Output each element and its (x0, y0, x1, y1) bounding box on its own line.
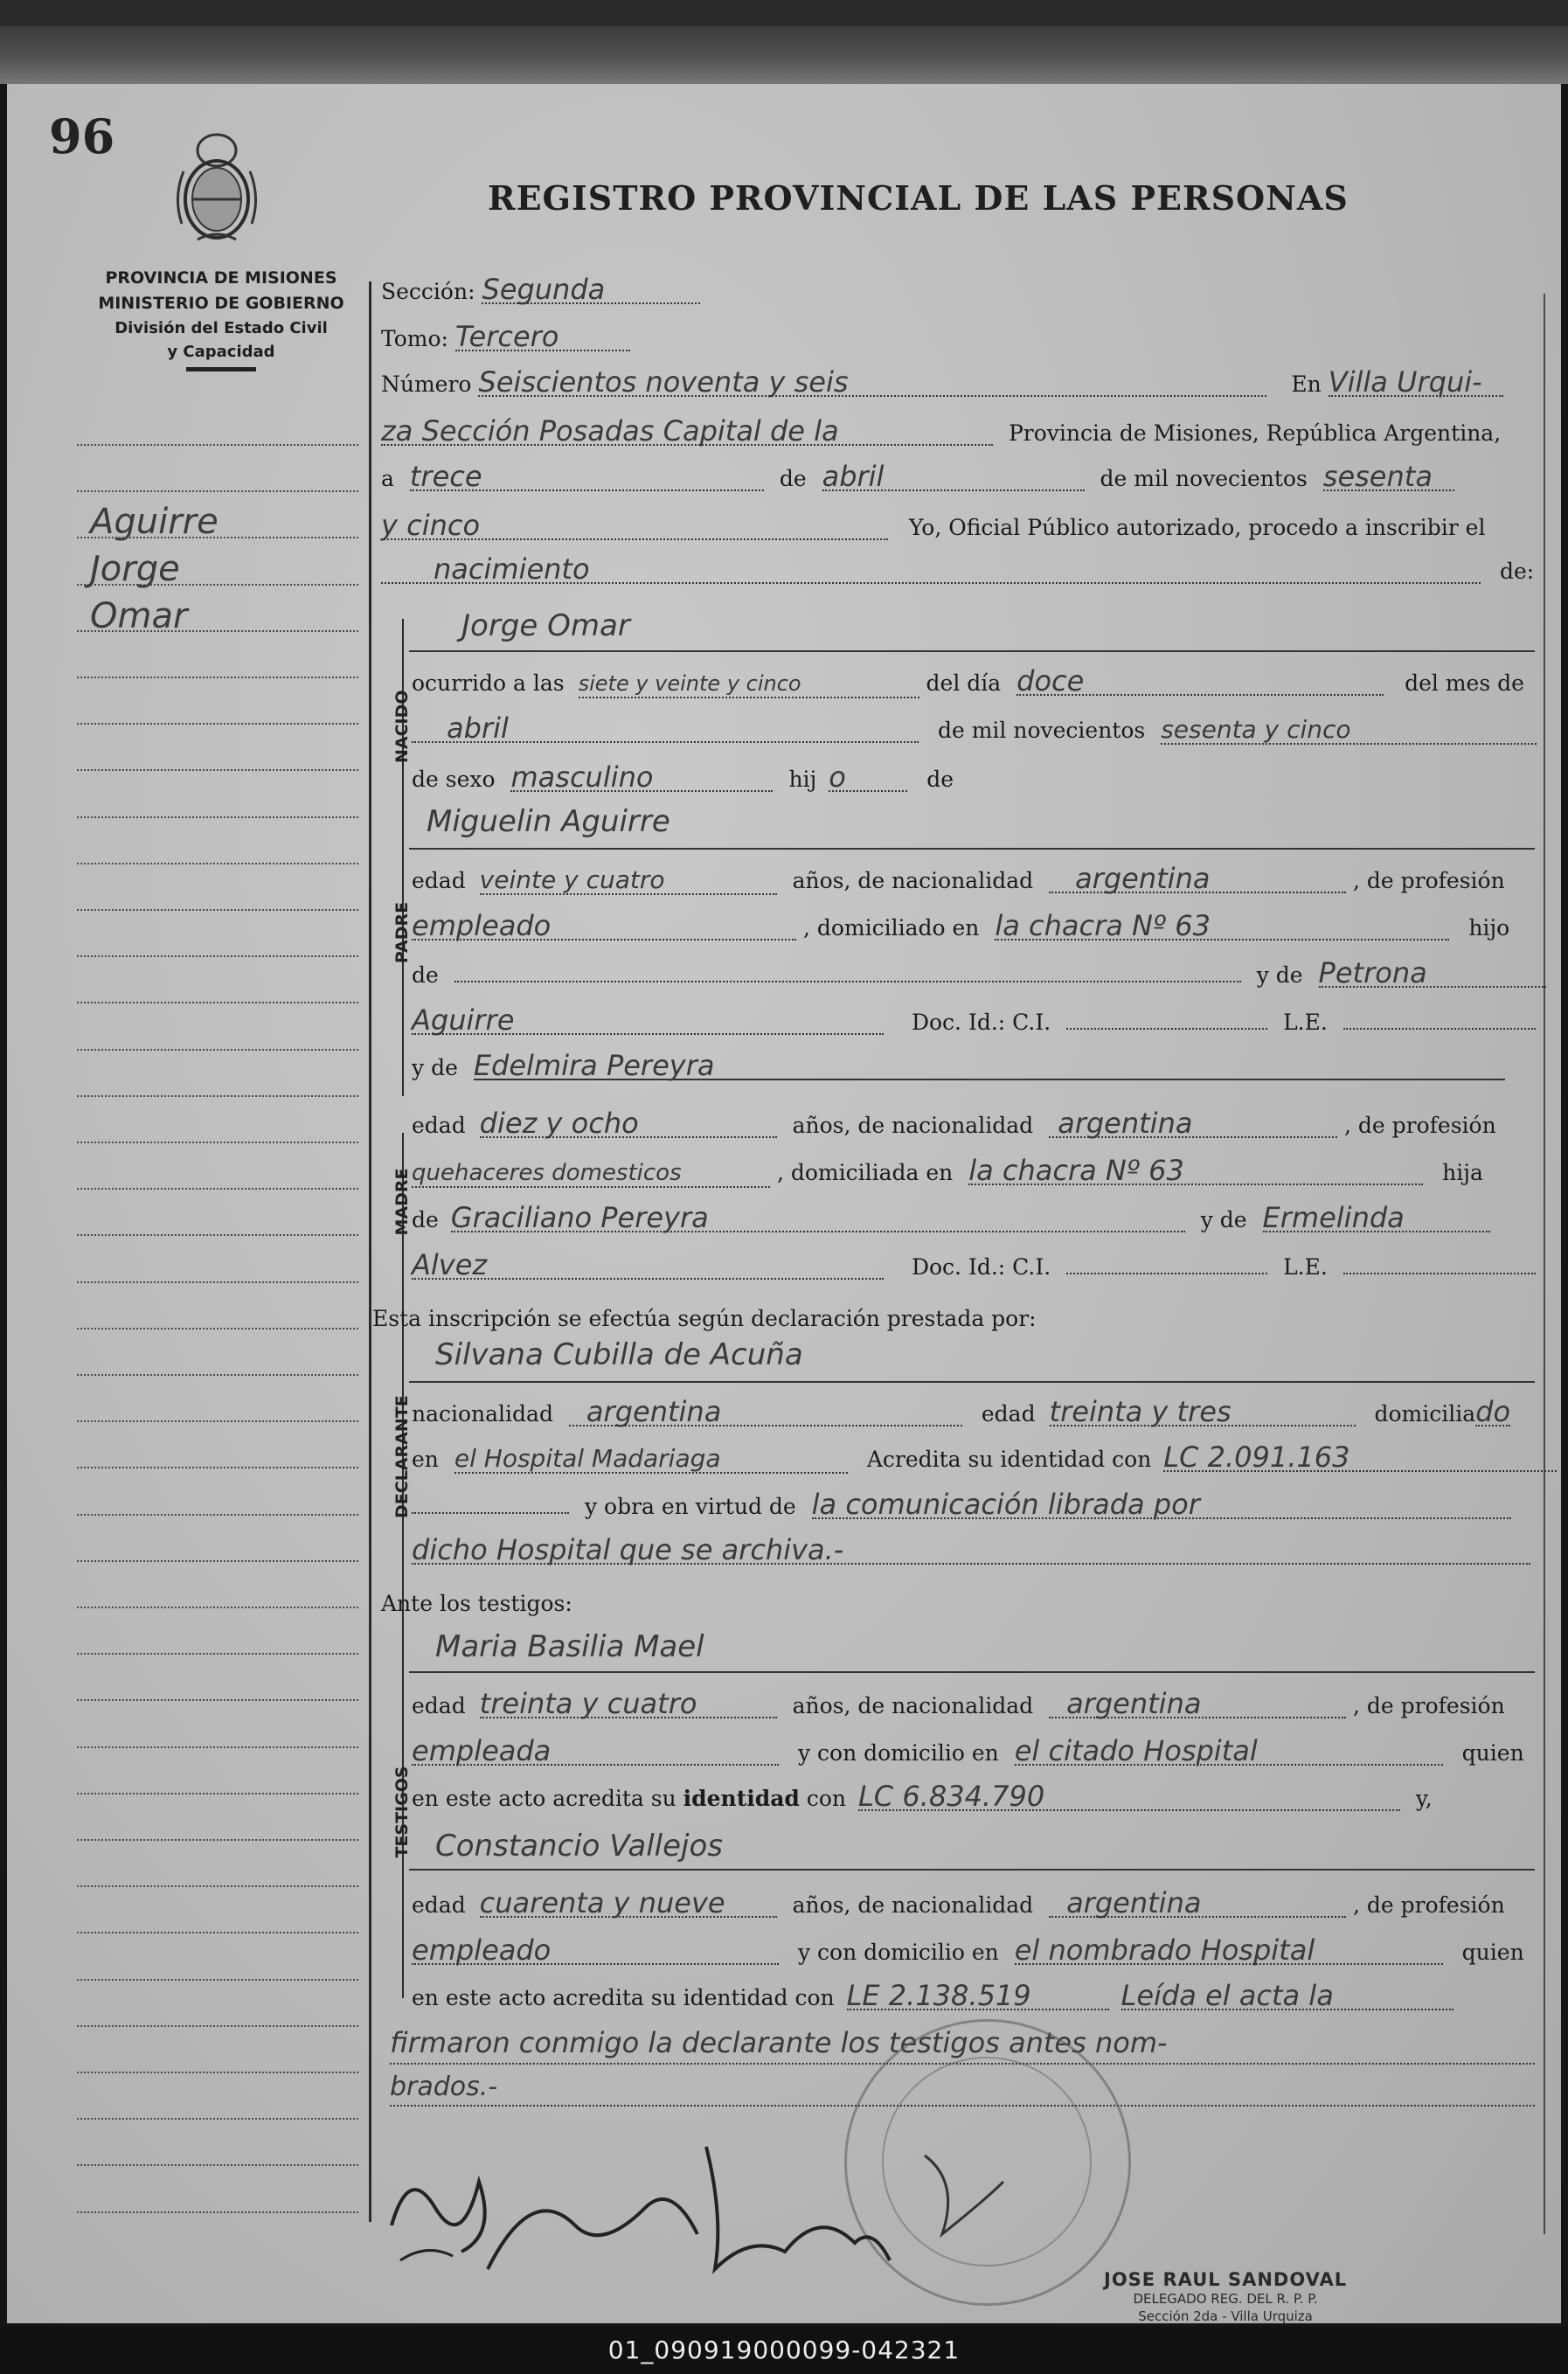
margin-rule (77, 537, 358, 538)
margin-rule (77, 1699, 358, 1701)
madre-nombre-row: y de Edelmira Pereyra (412, 1052, 1505, 1080)
margin-rule (77, 1746, 358, 1748)
padre-edad: veinte y cuatro (480, 867, 777, 895)
margin-rule (77, 1095, 358, 1097)
coat-of-arms-icon (164, 128, 269, 250)
margin-rule (77, 1653, 358, 1655)
testigo1-domicilio: el citado Hospital (1015, 1738, 1443, 1766)
declarante-nombre: Silvana Cubilla de Acuña (435, 1337, 803, 1372)
office-division-2: y Capacidad (167, 343, 275, 361)
office-ministry: MINISTERIO DE GOBIERNO (98, 294, 344, 313)
testigo1-id-row: en este acto acredita su identidad con LC 6.834.790 y, (412, 1780, 1433, 1813)
hora-value: siete y veinte y cinco (579, 670, 919, 698)
official-title: DELEGADO REG. DEL R. P. P. (1133, 2291, 1318, 2307)
padre-apellido: Aguirre (412, 1007, 884, 1035)
madre-padre: Graciliano Pereyra (451, 1204, 1185, 1232)
margin-rule (77, 1607, 358, 1608)
margin-surname: Aguirre (90, 502, 219, 542)
margin-rule (77, 1049, 358, 1051)
testigo2-nacionalidad: argentina (1049, 1890, 1346, 1918)
testigo2-profesion: empleado (412, 1937, 779, 1965)
margin-rule (77, 1281, 358, 1283)
lugar-cont: za Sección Posadas Capital de la (381, 418, 993, 446)
oficial-row: y cinco Yo, Oficial Público autorizado, procedo a inscribir el (381, 509, 1486, 542)
margin-rule (77, 1514, 358, 1516)
declarante-obra-cont: dicho Hospital que se archiva.- (412, 1537, 1530, 1565)
madre-edad: diez y ocho (480, 1110, 777, 1138)
testigo1-nombre: Maria Basilia Mael (435, 1629, 704, 1664)
padre-nombre: Miguelin Aguirre (427, 804, 670, 839)
margin-rule (77, 2211, 358, 2213)
madre-nacionalidad: argentina (1049, 1110, 1337, 1138)
madre-doc-row: Alvez Doc. Id.: C.I. L.E. (412, 1252, 1536, 1280)
anio-nac-value: sesenta y cinco (1161, 717, 1537, 745)
padre-doc-row: Aguirre Doc. Id.: C.I. L.E. (412, 1007, 1536, 1035)
padre-nacionalidad: argentina (1049, 865, 1346, 893)
testigo1-prof-row: empleada y con domicilio en el citado Hospital quien (412, 1734, 1524, 1767)
padre-profesion: empleado (412, 913, 796, 941)
acta-value: nacimiento (381, 556, 1481, 584)
declarante-edad: treinta y tres (1050, 1399, 1356, 1426)
margin-rule (77, 2164, 358, 2166)
seccion-row: Sección: Segunda (381, 276, 700, 304)
signatures (383, 2129, 1012, 2287)
sexo-value: masculino (510, 764, 773, 792)
lugar-row: za Sección Posadas Capital de la Provincia de Misiones, República Argentina, (381, 414, 1502, 448)
declarante-nacionalidad: argentina (569, 1399, 962, 1426)
padre-edad-row: edad veinte y cuatro años, de nacionalidad argentina , de profesión (412, 862, 1505, 895)
declarante-nac-row: nacionalidad argentina edad treinta y tres domiciliado (412, 1395, 1511, 1428)
scan-top-edge (0, 0, 1568, 84)
cierre-2: firmaron conmigo la declarante los testigos antes nom- (390, 2026, 1168, 2059)
margin-rule (77, 1374, 358, 1376)
testigo1-edad: treinta y cuatro (480, 1690, 777, 1718)
page-number: 96 (49, 108, 115, 164)
dia-value: trece (410, 463, 764, 491)
nacido-label: NACIDO (392, 690, 412, 763)
margin-rule (77, 2118, 358, 2120)
registry-page (7, 84, 1561, 2323)
declarante-obra-row: y obra en virtud de la comunicación librada por (412, 1491, 1511, 1519)
lugar-value: Villa Urqui- (1329, 369, 1503, 397)
cierre-3: brados.- (390, 2072, 498, 2102)
madre-prof-row: quehaceres domesticos , domiciliada en la chacra Nº 63 hija (412, 1154, 1483, 1187)
madre-madre: Ermelinda (1263, 1204, 1490, 1232)
nacido-nombre: Jorge Omar (461, 608, 630, 643)
testigo1-nacionalidad: argentina (1049, 1690, 1346, 1718)
margin-rule (77, 2025, 358, 2027)
official-section: Sección 2da - Villa Urquiza (1138, 2308, 1313, 2323)
testigo2-nombre: Constancio Vallejos (435, 1829, 723, 1864)
declarante-dom-row: en el Hospital Madariaga Acredita su identidad con LC 2.091.163 (412, 1444, 1557, 1474)
testigo1-identidad: LC 6.834.790 (858, 1783, 1400, 1811)
testigo2-domicilio: el nombrado Hospital (1015, 1937, 1443, 1965)
testigo1-edad-row: edad treinta y cuatro años, de nacionalidad argentina , de profesión (412, 1687, 1505, 1720)
padre-domicilio: la chacra Nº 63 (995, 913, 1449, 941)
margin-rule (77, 1932, 358, 1933)
madre-edad-row: edad diez y ocho años, de nacionalidad argentina , de profesión (412, 1107, 1496, 1140)
tomo-row: Tomo: Tercero (381, 323, 630, 351)
margin-rule (77, 490, 358, 492)
fecha-row: a trece de abril de mil novecientos sesenta (381, 463, 1454, 491)
numero-row: Número Seiscientos noventa y seis En Villa Urqui- (381, 369, 1503, 397)
margin-rule (77, 1839, 358, 1841)
seccion-value: Segunda (482, 276, 700, 304)
hij-value: o (829, 764, 907, 792)
testigos-intro: Ante los testigos: (381, 1591, 572, 1616)
margin-rule (77, 677, 358, 678)
hora-row: ocurrido a las siete y veinte y cinco del día doce del mes de (412, 664, 1524, 698)
testigo2-prof-row: empleado y con domicilio en el nombrado Hospital quien (412, 1933, 1524, 1967)
declarante-obra2-row (412, 1533, 1530, 1566)
madre-nombre: Edelmira Pereyra (474, 1052, 1505, 1080)
dia-nac-value: doce (1016, 668, 1384, 696)
margin-given-name: Jorge (90, 549, 180, 589)
margin-rule (77, 909, 358, 911)
madre-padres-row: de Graciliano Pereyra y de Ermelinda (412, 1204, 1490, 1232)
testigo2-id-row: en este acto acredita su identidad con LE 2.138.519 Leída el acta la (412, 1982, 1454, 2010)
official-name: JOSE RAUL SANDOVAL (1104, 2269, 1348, 2290)
declaracion-intro: Esta inscripción se efectúa según declaración prestada por: (372, 1306, 1037, 1331)
margin-rule (77, 1002, 358, 1003)
margin-rule (77, 584, 358, 586)
margin-rule (77, 863, 358, 864)
margin-rule (77, 444, 358, 446)
margin-rule (77, 1142, 358, 1143)
margin-rule (77, 1420, 358, 1422)
margin-middle-name: Omar (90, 596, 188, 636)
mes-nac-row: abril de mil novecientos sesenta y cinco (412, 715, 1537, 745)
margin-rule (77, 723, 358, 725)
declarante-domicilio: el Hospital Madariaga (454, 1446, 848, 1474)
margin-rule (77, 1467, 358, 1468)
column-divider (369, 281, 371, 2222)
padre-padres-row: de y de Petrona (412, 960, 1546, 988)
cierre-1: Leída el acta la (1121, 1982, 1454, 2010)
mes-value: abril (822, 463, 1085, 491)
margin-rule (77, 1793, 358, 1794)
padre-prof-row: empleado , domiciliado en la chacra Nº 63 hijo (412, 909, 1510, 942)
padre-padre (454, 981, 1241, 982)
acta-row: nacimiento de: (381, 556, 1534, 584)
margin-rule (77, 1560, 358, 1562)
testigo2-identidad: LE 2.138.519 (847, 1982, 1109, 2010)
margin-rule (77, 630, 358, 632)
declarante-identidad: LC 2.091.163 (1163, 1444, 1557, 1472)
madre-domicilio: la chacra Nº 63 (968, 1157, 1423, 1185)
official-signature-block (1104, 2269, 1347, 2323)
margin-rule (77, 2072, 358, 2073)
testigo2-edad-row: edad cuarenta y nueve años, de nacionalidad argentina , de profesión (412, 1886, 1505, 1919)
margin-rule (77, 769, 358, 771)
padre-madre: Petrona (1319, 960, 1546, 988)
margin-rule (77, 816, 358, 818)
anio-cont: y cinco (381, 512, 888, 540)
mes-nac-value: abril (412, 715, 919, 743)
testigo1-profesion: empleada (412, 1738, 779, 1766)
office-province: PROVINCIA DE MISIONES (105, 268, 337, 288)
anio-value: sesenta (1323, 463, 1454, 491)
madre-apellido: Alvez (412, 1252, 884, 1280)
margin-rule (77, 955, 358, 957)
scan-identifier: 01_090919000099-042321 (607, 2336, 961, 2364)
right-border (1544, 294, 1545, 2234)
madre-profesion: quehaceres domesticos (412, 1160, 770, 1188)
testigos-label: TESTIGOS (392, 1766, 412, 1858)
numero-value: Seiscientos noventa y seis (478, 369, 1266, 397)
declarante-label: DECLARANTE (392, 1395, 412, 1518)
margin-rule (77, 1234, 358, 1236)
issuing-office (77, 266, 365, 371)
document-title: REGISTRO PROVINCIAL DE LAS PERSONAS (488, 178, 1349, 218)
declarante-obra: la comunicación librada por (812, 1491, 1511, 1519)
margin-rule (77, 1979, 358, 1981)
margin-rule (77, 1188, 358, 1190)
sexo-row: de sexo masculino hij o de (412, 760, 954, 794)
madre-label: MADRE (392, 1168, 412, 1236)
testigo2-edad: cuarenta y nueve (480, 1890, 777, 1918)
margin-rule (77, 1328, 358, 1329)
margin-rule (77, 1885, 358, 1887)
office-division: División del Estado Civil (114, 319, 328, 337)
tomo-value: Tercero (455, 323, 630, 351)
padre-label: PADRE (392, 901, 412, 964)
